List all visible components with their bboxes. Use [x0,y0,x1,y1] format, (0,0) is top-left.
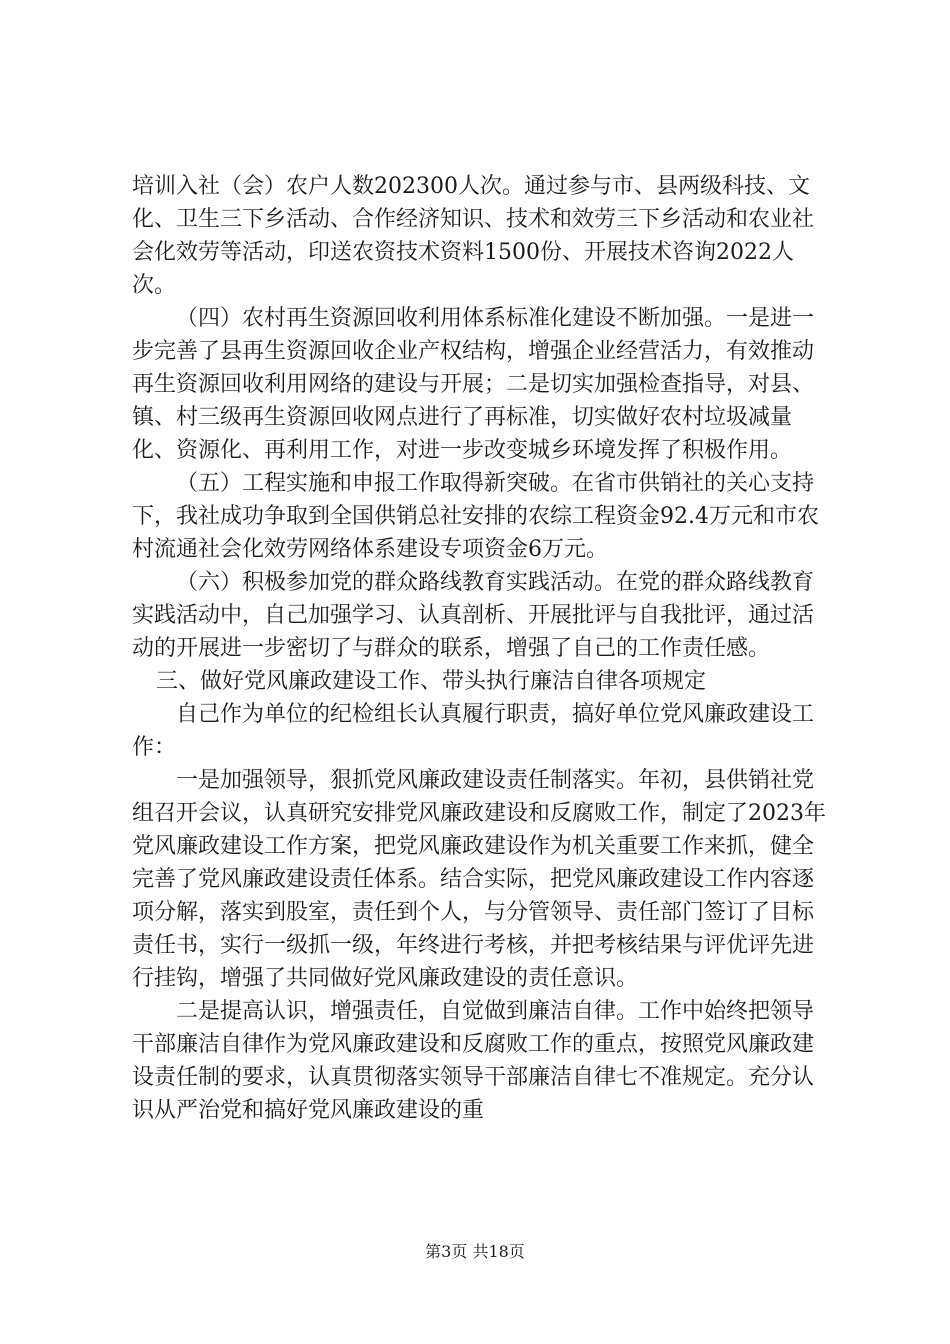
document-body [132,170,832,1127]
paragraph-intro: 自己作为单位的纪检组长认真履行职责，搞好单位党风廉政建设工作： [132,702,815,760]
section-heading-3: 三、做好党风廉政建设工作、带头执行廉洁自律各项规定 [156,669,707,694]
paragraph-section-6: （六）积极参加党的群众路线教育实践活动。在党的群众路线教育实践活动中，自己加强学习、认真剖析、开展批评与自我批评，通过活动的开展进一步密切了与群众的联系，增强了自己的工作责任感。 [132,570,815,661]
paragraph-point-2: 二是提高认识，增强责任，自觉做到廉洁自律。工作中始终把领导干部廉洁自律作为党风廉政建设和反腐败工作的重点，按照党风廉政建设责任制的要求，认真贯彻落实领导干部廉洁自律七不准规定。充分认识从严治党和搞好党风廉政建设的重 [132,999,815,1123]
paragraph-continuation: 培训入社（会）农户人数202300人次。通过参与市、县两级科技、文化、卫生三下乡活动、合作经济知识、技术和效劳三下乡活动和农业社会化效劳等活动，印送农资技术资料1500份、开展技术咨询2022人次。 [132,174,815,298]
page-number: 第3页 共18页 [425,1242,525,1261]
page-footer [0,1241,950,1263]
paragraph-section-4: （四）农村再生资源回收利用体系标准化建设不断加强。一是进一步完善了县再生资源回收企业产权结构，增强企业经营活力，有效推动再生资源回收利用网络的建设与开展；二是切实加强检查指导，对县、镇、村三级再生资源回收网点进行了再标准，切实做好农村垃圾减量化、资源化、再利用工作，对进一步改变城乡环境发挥了积极作用。 [132,306,815,463]
paragraph-section-5: （五）工程实施和申报工作取得新突破。在省市供销社的关心支持下，我社成功争取到全国供销总社安排的农综工程资金92.4万元和市农村流通社会化效劳网络体系建设专项资金6万元。 [132,471,819,562]
paragraph-point-1: 一是加强领导，狠抓党风廉政建设责任制落实。年初，县供销社党组召开会议，认真研究安排党风廉政建设和反腐败工作，制定了2023年党风廉政建设工作方案，把党风廉政建设作为机关重要工作来抓，健全完善了党风廉政建设责任体系。结合实际，把党风廉政建设工作内容逐项分解，落实到股室，责任到个人，与分管领导、责任部门签订了目标责任书，实行一级抓一级，年终进行考核，并把考核结果与评优评先进行挂钩，增强了共同做好党风廉政建设的责任意识。 [132,768,826,991]
